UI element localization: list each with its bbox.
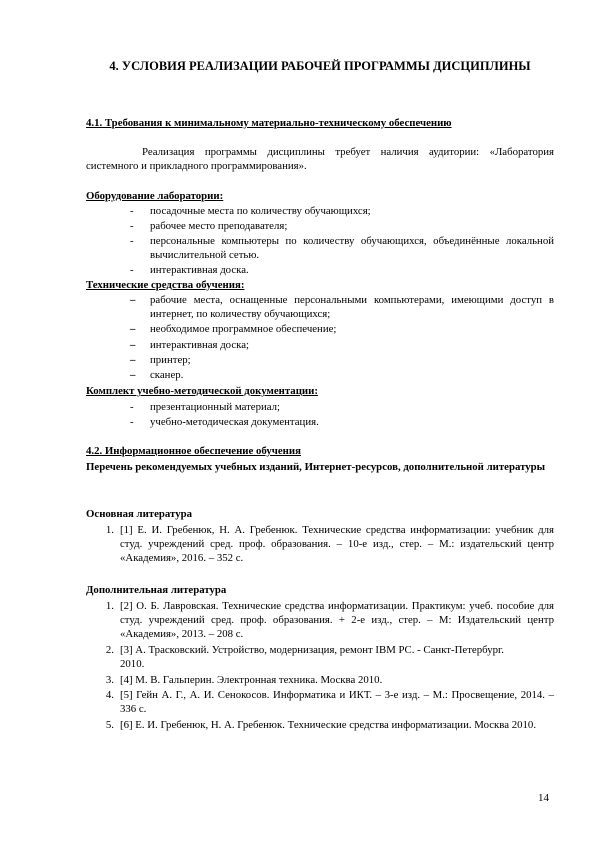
list-item: интерактивная доска. [150,264,249,276]
list-bullet: - [130,235,134,247]
list-number: 2. [105,644,114,656]
list-bullet: – [130,294,136,306]
list-bullet: – [130,354,136,366]
literature-item: [3] А. Трасковский. Устройство, модернизация, ремонт IBM PC. - Санкт-Петербург. 2010. [120,644,504,670]
list-number: 3. [105,674,114,686]
section-4-2-subheading: Перечень рекомендуемых учебных изданий, Интернет-ресурсов, дополнительной литературы [86,461,546,473]
literature-item: [2] О. Б. Лавровская. Технические средства информатизации. Практикум: учеб. пособие для студ. учреждений сред. проф. образования. + 2-е изд., стер. – М: Издательский центр «Академия», 2013. – 208 с. [120,600,554,640]
list-bullet: - [130,264,134,276]
list-item: посадочные места по количеству обучающихся; [150,205,371,217]
literature-item: [1] Е. И. Гребенюк, Н. А. Гребенюк. Технические средства информатизации: учебник для студ. учреждений сред. проф. образования. – 10-е изд., стер. – М.: издательский центр «Академия», 2016. – 352 с. [120,524,554,564]
page-title: 4. УСЛОВИЯ РЕАЛИЗАЦИИ РАБОЧЕЙ ПРОГРАММЫ ДИСЦИПЛИНЫ [109,59,531,73]
main-literature-heading: Основная литература [86,508,192,520]
list-number: 5. [105,719,114,731]
list-item: рабочее место преподавателя; [150,220,288,232]
list-item: принтер; [150,354,191,366]
equipment-heading: Оборудование лаборатории: [86,190,224,202]
section-4-2-heading: 4.2. Информационное обеспечение обучения [86,445,301,457]
literature-item: [4] М. В. Гальперин. Электронная техника. Москва 2010. [120,674,383,686]
docs-heading: Комплект учебно-методической документации: [86,385,318,397]
section-4-1-heading: 4.1. Требования к минимальному материально-техническому обеспечению [86,117,452,129]
list-item: рабочие места, оснащенные персональными компьютерами, имеющими доступ в интернет, по количеству обучающихся; [150,294,554,320]
list-item: интерактивная доска; [150,339,250,351]
list-bullet: – [130,323,136,335]
list-item: презентационный материал; [150,401,281,413]
list-bullet: - [130,401,134,413]
list-number: 1. [105,524,114,536]
list-item: необходимое программное обеспечение; [150,323,337,335]
additional-literature-heading: Дополнительная литература [86,584,227,596]
list-bullet: – [130,339,136,351]
list-bullet: - [130,416,134,428]
list-bullet: - [130,220,134,232]
list-item: сканер. [150,369,184,381]
literature-item: [5] Гейн А. Г., А. И. Сенокосов. Информатика и ИКТ. – 3-е изд. – М.: Просвещение, 2014. – 336 с. [120,689,554,715]
list-item: персональные компьютеры по количеству обучающихся, объединённые локальной вычислительной сетью. [150,235,554,261]
list-bullet: – [130,369,136,381]
list-number: 1. [105,600,114,612]
tech-heading: Технические средства обучения: [86,279,245,291]
literature-item: [6] Е. И. Гребенюк, Н. А. Гребенюк. Технические средства информатизации. Москва 2010. [120,719,537,731]
page-number: 14 [538,792,549,804]
list-item: учебно-методическая документация. [150,416,319,428]
section-4-1-intro: Реализация программы дисциплины требует наличия аудитории: «Лаборатория системного и прикладного программирования». [86,146,554,172]
list-bullet: - [130,205,134,217]
list-number: 4. [105,689,114,701]
